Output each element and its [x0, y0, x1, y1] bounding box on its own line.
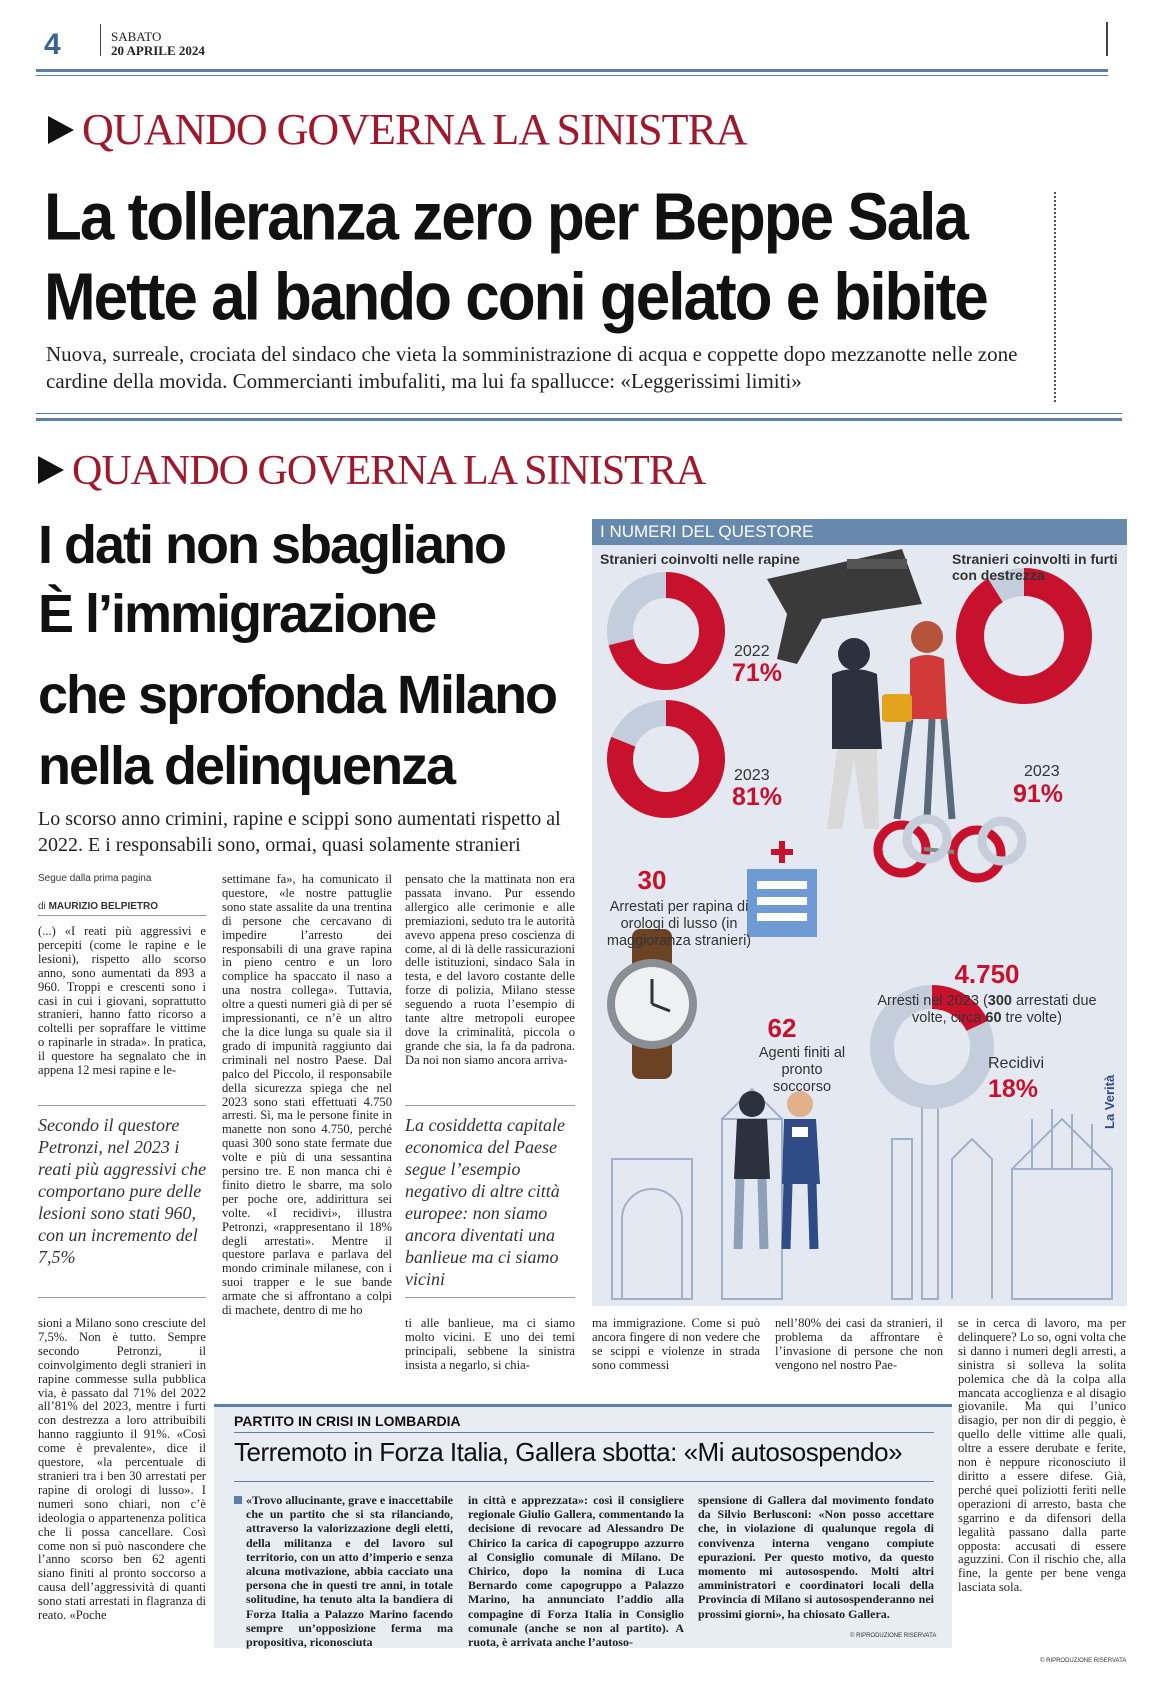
side-box-square-icon — [234, 1496, 242, 1504]
infographic — [592, 519, 1127, 1306]
pullquote-1: Secondo il questore Petronzi, nel 2023 i reati più aggressivi che comportano pure delle lesioni sono stati 960, con un incremento del 7,5% — [38, 1115, 207, 1267]
main-headline-3: che sprofonda Milano — [38, 665, 557, 725]
main-headline-1: I dati non sbagliano — [38, 515, 506, 575]
main-subhead: Lo scorso anno crimini, rapine e scippi sono aumentati rispetto al 2022. E i responsabili sono, ormai, quasi solamente stranieri — [38, 808, 561, 856]
kicker-arrow-icon — [48, 116, 74, 144]
infographic-title: I NUMERI DEL QUESTORE — [592, 519, 1127, 545]
continued-note: Segue dalla prima pagina — [38, 873, 152, 884]
main-headline-4: nella delinquenza — [38, 736, 455, 796]
side-box-col3: spensione di Gallera dal movimento fondato da Silvio Berlusconi: «Non posso accettare che, in violazione di qualunque regola di convivenza interna vengano compiute epurazioni. Per questo motivo, da questo momento mi autosospendo. Molti altri amministratori e coordinatori locali della Provincia di Milano si autosospenderanno nei prossimi giorni», ha chiosato Gallera. — [698, 1493, 934, 1621]
arrests-txt-d: 60 — [985, 1010, 1002, 1026]
total-arrests-number: 4.750 — [954, 959, 1020, 989]
header-divider-left — [100, 24, 101, 56]
col5-bottom: nell’80% dei casi da stranieri, il problema da affrontare è l’invasione di persone che non vengono nel nostro Pae- — [775, 1317, 943, 1372]
col6-bottom: se in cerca di lavoro, ma per delinquere? Lo so, ogni volta che si danno i numeri degli arresti, a sinistra si solleva la solita polemica che dà la colpa alla mancata accoglienza e al disagio giovanile. Ma qui l’unico disagio, per non dir di peggio, è quello delle vittime alle quali, oltre a essere derubate e ferite, non è neppure riconosciuto il diritto a essere difese. Già, perché quei poliziotti feriti nelle operazioni di arresto, basta che sgarrino e da difensori della legalità passano dalla parte opposta: accusati di essere aguzzini. Con il rischio che, alla fine, la gente per bene venga lasciata sola. — [958, 1317, 1126, 1595]
byline-rule — [38, 915, 206, 916]
day-label: SABATO — [111, 29, 162, 44]
side-box — [214, 1404, 952, 1648]
side-box-reproduction: © RIPRODUZIONE RISERVATA — [850, 1633, 937, 1639]
pullquote1-rule — [38, 1105, 206, 1106]
arrests-txt-e: tre volte) — [1001, 1010, 1062, 1026]
col3-bottom: ti alle banlieue, ma ci siamo molto vicini. E uno dei temi principali, sebbene la sinistra insista a negarlo, si chia- — [405, 1317, 575, 1372]
side-box-col2: in città e apprezzata»: così il consigliere regionale Giulio Gallera, commentando la decisione di revocare ad Alessandro De Chirico la carica di capogruppo azzurro al Consiglio comunale di Milano. De Chirico, dopo la nomina di Luca Bernardo come capogruppo a Palazzo Marino, ha annunciato l’addio alla compagine di Forza Italia in Consiglio comunale (anche se non al partito). A ruota, è arrivata anche l’autoso- — [468, 1493, 684, 1650]
robbery-label: Stranieri coinvolti nelle rapine — [600, 551, 800, 567]
side-box-kicker-rule — [234, 1432, 934, 1433]
col4-bottom: ma immigrazione. Come si può ancora fingere di non vedere che se scippi e violenze in strada sono commessi — [592, 1317, 760, 1372]
top-headline-1: La tolleranza zero per Beppe Sala — [44, 180, 967, 255]
byline-prefix: di — [38, 901, 46, 912]
pullquote2-rule-bottom — [405, 1297, 575, 1298]
side-box-col1: «Trovo allucinante, grave e inaccettabile che un partito che si sta rilanciando, attraverso la valorizzazione degli eletti, della militanza e del lavoro sul territorio, con un atto d’imperio e senza alcuna motivazione, abbia cacciato una persona che in questi tre anni, in totale solitudine, ha tenuto alta la bandiera di Forza Italia a Palazzo Marino facendo sempre un’opposizione ferma ma propositiva, riconosciuta — [246, 1493, 453, 1650]
main-headline-2: È l’immigrazione — [38, 584, 436, 644]
header-rule-thin — [36, 75, 1108, 76]
header-rule — [36, 69, 1108, 72]
top-kicker — [48, 104, 747, 155]
handcuffs-icon — [878, 819, 1022, 878]
kicker-arrow-icon — [38, 456, 64, 484]
byline — [38, 901, 158, 912]
skyline-icon — [612, 1089, 1112, 1299]
page-date — [111, 30, 205, 58]
main-kicker-text: QUANDO GOVERNA LA SINISTRA — [72, 448, 706, 494]
top-rule-2 — [36, 418, 1122, 421]
page-number: 4 — [44, 28, 61, 61]
main-kicker — [38, 447, 705, 495]
top-subhead: Nuova, surreale, crociata del sindaco che vieta la somministrazione di acqua e coppette dopo mezzanotte nelle zone cardine della movida. Commercianti imbufaliti, ma lui fa spallucce: «Leggerissimi limiti» — [46, 342, 1018, 393]
top-headline-2: Mette al bando coni gelato e bibite — [44, 260, 987, 335]
donut-2022-year: 2022 — [734, 643, 770, 660]
agents-number: 62 — [767, 1013, 797, 1043]
agents-text: Agenti finiti al pronto soccorso — [758, 1045, 846, 1095]
donut-theft-2023-value — [970, 582, 1078, 690]
donut-2023-year: 2023 — [734, 767, 770, 784]
pullquote-2: La cosiddetta capitale economica del Paese segue l’esempio negativo di altre città europee: non siamo ancora diventati una banlieue ma ci siamo vicini — [405, 1115, 565, 1289]
side-box-title: Terremoto in Forza Italia, Gallera sbotta: «Mi autosospendo» — [234, 1437, 903, 1467]
theft-pct: 91% — [1013, 780, 1064, 808]
arrests-txt-b: 300 — [987, 993, 1012, 1009]
recidivi-label: Recidivi — [988, 1055, 1045, 1072]
pullquote1-rule-bottom — [38, 1297, 206, 1298]
main-reproduction: © RIPRODUZIONE RISERVATA — [1040, 1658, 1127, 1664]
brand-logo: La Verità — [1102, 1074, 1117, 1129]
watch-arrests-text: Arrestati per rapina di orologi di lusso (in maggioranza stranieri) — [606, 899, 752, 949]
theft-year: 2023 — [1024, 763, 1060, 780]
donut-2023-pct: 81% — [732, 783, 783, 811]
col1-bottom: sioni a Milano sono cresciute del 7,5%. Non è tutto. Sempre secondo Petronzi, il coinvolgimento degli stranieri in rapine commesse sulla pubblica via, è passato dal 71% del 2022 all’81% del 2023, mentre i furti con destrezza a loro attribuibili hanno raggiunto il 91%. «Così come è prevalente», dice il questore, «la percentuale di stranieri tra i ben 30 arrestati per rapine di orologi di lusso». I numeri sono chiari, non c’è ideologia o appartenenza politica che li possa cancellare. Così come non si può nascondere che l’anno scorso ben 62 agenti siano finiti al pronto soccorso a causa dell’aggressività di quanti sono stati arrestati in flagranza di reato. «Poche — [38, 1317, 206, 1623]
date-label: 20 APRILE 2024 — [111, 43, 205, 58]
hospital-icon — [747, 841, 817, 937]
col2: settimane fa», ha comunicato il questore, «le nostre pattuglie sono state assalite da una trentina di persone che cercavano di impedire l’arresto dei responsabili di una grave rapina in pieno centro e un loro complice ha spaccato il naso a una nostra collega». Tuttavia, oltre a questi numeri già di per sé impressionanti, ce n’è un altro che la dice lunga su quale sia il grado di impunità raggiunto dai criminali nel nostro Paese. Dal palco del Piccolo, il responsabile della sicurezza spiega che nel 2023 sono stati effettuati 4.750 arresti. Sì, ma le persone finite in manette non sono 4.750, perché quasi 300 sono state fermate due volte e più di una sessantina persino tre. E non manca chi è finito dietro le sbarre, ma solo per poche ore, addirittura sei volte. «I recidivi», illustra Petronzi, «rappresentano il 18% degli arrestati». Mentre il questore parlava e parlava del mondo criminale milanese, con i suoi trapper e le sue bande armate che si affrontano a colpi di machete, dentro di me ho — [222, 873, 392, 1318]
total-arrests-text — [877, 993, 1097, 1027]
col1-top: (...) «I reati più aggressivi e percepiti (come le rapine e le lesioni), rispetto allo scorso anno, sono aumentati da 893 a 960. Troppi e crescenti sono i casi in cui i giovani, soprattutto stranieri, hanno fatto ricorso a coltelli per sopraffare le vittime o rapinarle in strada». In pratica, il questore ha segnalato che in appena 12 mesi rapine e le- — [38, 925, 206, 1078]
robbery-scene-icon — [827, 621, 952, 829]
donut-2022-pct: 71% — [732, 659, 783, 687]
top-side-dotted-rule — [1054, 192, 1056, 402]
top-rule-1 — [36, 413, 1122, 414]
top-kicker-text: QUANDO GOVERNA LA SINISTRA — [82, 105, 747, 154]
pullquote2-rule — [405, 1105, 575, 1106]
arrests-txt-a: Arresti nel 2023 ( — [877, 993, 988, 1009]
theft-label: Stranieri coinvolti in furti con destrezza — [952, 551, 1118, 583]
watch-arrests-number: 30 — [637, 865, 667, 895]
col3-top: pensato che la mattinata non era passata invano. Pur essendo allergico alle cerimonie e alle premiazioni, seduto tra le autorità avevo appena preso coscienza di come, al di là delle rassicurazioni delle istituzioni, sindaco Sala in testa, e del lavoro costante delle forze di polizia, Milano stesse seguendo a ruota l’esempio di tante altre metropoli europee dove la criminalità, piccola o grande che sia, la fa da padrona. Da noi non siamo ancora arriva- — [405, 873, 575, 1067]
arrests-txt-c: arrestati due volte, circa — [912, 993, 1097, 1026]
header-divider-right — [1106, 22, 1108, 56]
author: MAURIZIO BELPIETRO — [48, 901, 159, 912]
recidivi-pct: 18% — [988, 1075, 1039, 1103]
watch-icon — [607, 929, 697, 1079]
side-box-title-rule — [234, 1481, 934, 1482]
side-box-kicker: PARTITO IN CRISI IN LOMBARDIA — [234, 1413, 461, 1429]
